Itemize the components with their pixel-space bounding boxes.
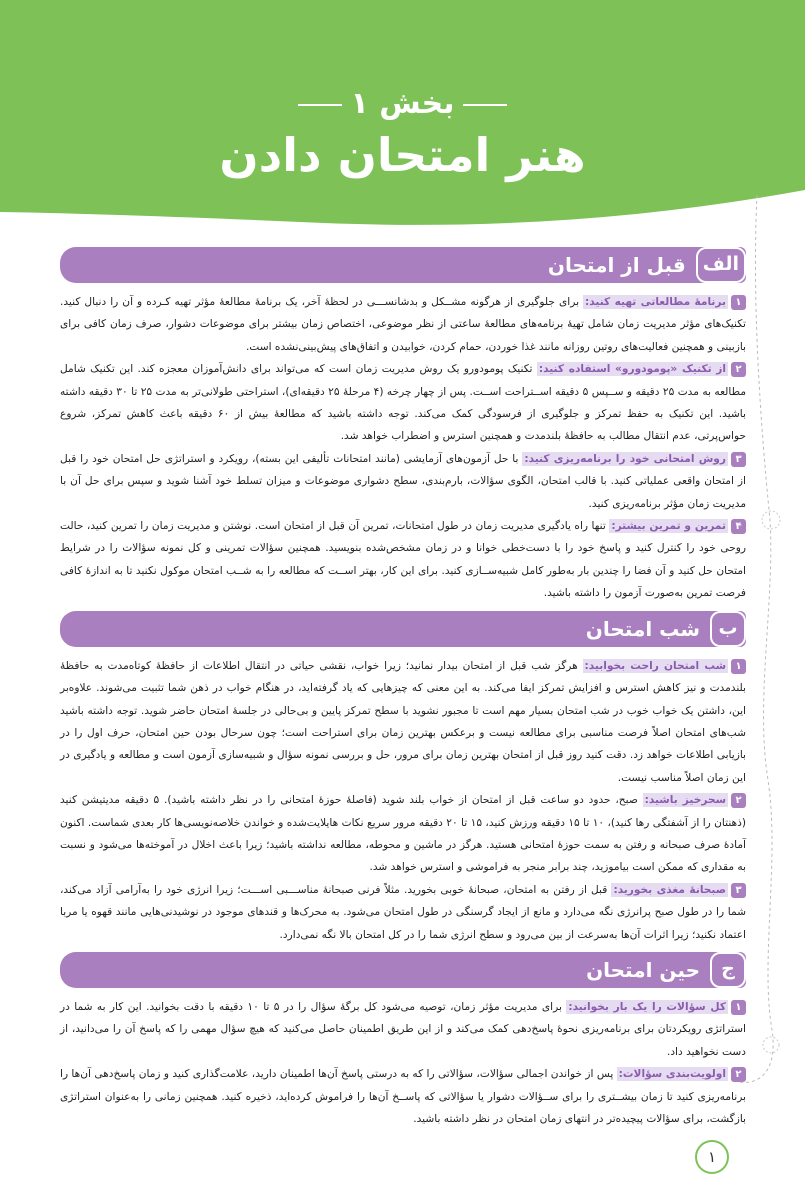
section-body bbox=[60, 996, 746, 1130]
item-number: ۴ bbox=[731, 519, 746, 534]
item-number: ۱ bbox=[731, 659, 746, 674]
section-letter: ج bbox=[710, 952, 746, 988]
item-heading: تمرین و تمرین بیشتر: bbox=[611, 520, 726, 533]
list-item bbox=[60, 515, 746, 605]
item-number: ۲ bbox=[731, 793, 746, 808]
section-title: شب امتحان bbox=[585, 616, 700, 641]
item-heading: کل سؤالات را یک بار بخوانید: bbox=[568, 1000, 726, 1013]
section-header bbox=[60, 611, 746, 647]
item-text: قبل از رفتن به امتحان، صبحانهٔ خوبی بخورید. مثلاً فرنی صبحانهٔ مناســـبی اســـت؛ زیرا انرژی خود را به‌آرامی آزاد می‌کند، شما را در طول صبح پرانرژی نگه می‌دارد و مانع از ایجاد گرسنگی در طول امتحان می‌شود. به محرک‌ها و قندهای موجود در نوشیدنی‌هایی مانند قهوه یا مربا اعتماد نکنید؛ زیرا اثرات آن‌ها به‌سرعت از بین می‌رود و سطح انرژی شما را در کل امتحان بالا نگه نمی‌دارد. bbox=[60, 883, 746, 941]
item-number: ۲ bbox=[731, 362, 746, 377]
list-item bbox=[60, 291, 746, 358]
item-text: با حل آزمون‌های آزمایشی (مانند امتحانات تألیفی این بسته)، رویکرد و استراتژی حل امتحان خود را قبل از امتحان واقعی عملیاتی کنید. با قالب امتحان، الگوی سؤالات، بارم‌بندی، سطح دشواری موضوعات و میزان تسلط خود آشنا شوید و سپس برای حل آن با مدیریت زمان مؤثر برنامه‌ریزی کنید. bbox=[60, 452, 746, 510]
item-text: صبح، حدود دو ساعت قبل از امتحان از خواب بلند شوید (فاصلهٔ حوزهٔ امتحانی را در نظر داشته باشید). ۵ دقیقه مدیتیشن کنید (ذهنتان را از آشفتگی رها کنید)، ۱۰ تا ۱۵ دقیقه ورزش کنید، ۱۵ تا ۲۰ دقیقه مرور سریع نکات هایلایت‌شده و خواندن خلاصه‌نویسی‌ها کار بعدی شماست. اکنون آمادهٔ صرف صبحانه و رفتن به سمت حوزهٔ امتحانی هستید. هرگز در ماشین و محوطه، مطالعه نداشته باشید؛ زیرا باعث اخلال در آموخته‌ها می‌شود و نسبت به مقداری که ممکن است بیاموزید، چند برابر منجر به فراموشی و استرس خواهد شد. bbox=[60, 794, 746, 874]
item-heading: روش امتحانی خود را برنامه‌ریزی کنید: bbox=[524, 452, 726, 465]
item-text: پس از خواندن اجمالی سؤالات، سؤالاتی را که به درستی پاسخ آن‌ها اطمینان دارید، علامت‌گذاری کنید و زمان پاسخ‌دهی آن‌ها را برنامه‌ریزی کنید تا زمان بیشــتری را برای ســؤالات دشوار یا سؤالاتی که پاســخ آن‌ها را فراموش کرده‌اید، ذخیره کنید. همچنین زمانی را به‌عنوان استراتژی بازگشت، برای سؤالات پیچیده‌تر در انتهای زمان امتحان در نظر داشته باشید. bbox=[60, 1068, 746, 1125]
section-body bbox=[60, 655, 746, 946]
list-item bbox=[60, 879, 746, 946]
list-item bbox=[60, 358, 746, 448]
list-item bbox=[60, 448, 746, 515]
page-title: هنر امتحان دادن bbox=[219, 128, 586, 182]
list-item bbox=[60, 996, 746, 1063]
item-text: تکنیک پومودورو یک روش مدیریت زمان است که می‌تواند برای دانش‌آموزان معجزه کند. این تکنیک شامل مطالعه به مدت ۲۵ دقیقه و ســپس ۵ دقیقه اســتراحت اســت. پس از چهار چرخه (۴ مرحلهٔ ۲۵ دقیقه‌ای)، استراحتی طولانی‌تر به مدت ۲۵ تا ۳۰ دقیقه داشته باشید. این تکنیک به حفظ تمرکز و جلوگیری از فرسودگی کمک می‌کند. توجه داشته باشید که مطالعهٔ بیش از ۶۰ دقیقه باعث کاهش تمرکز، شروع حواس‌پرتی، عدم انتقال مطالب به حافظهٔ بلندمدت و همچنین استرس و اضطراب خواهد شد. bbox=[60, 363, 746, 443]
item-heading: برنامهٔ مطالعاتی تهیه کنید: bbox=[585, 296, 726, 308]
item-heading: اولویت‌بندی سؤالات: bbox=[618, 1068, 726, 1081]
section-title: قبل از امتحان bbox=[547, 253, 686, 277]
item-heading: از تکنیک «پومودورو» استفاده کنید: bbox=[538, 363, 726, 376]
list-item bbox=[60, 1063, 746, 1130]
item-number: ۳ bbox=[731, 452, 746, 467]
section-header bbox=[60, 247, 746, 283]
item-heading: سحرخیز باشید: bbox=[644, 794, 727, 807]
list-item bbox=[60, 655, 746, 789]
item-heading: شب امتحان راحت بخوابید: bbox=[584, 659, 726, 672]
item-text: هرگز شب قبل از امتحان بیدار نمانید؛ زیرا خواب، نقشی حیاتی در انتقال اطلاعات از حافظهٔ کوتاه‌مدت به حافظهٔ بلندمدت و نیز کاهش استرس و افزایش تمرکز ایفا می‌کند. به این معنی که چیزهایی که یاد گرفته‌اید، در هنگام خواب در ذهن شما تثبیت می‌شوند. علاوه‌بر این، داشتن یک خواب خوب در شب امتحان بسیار مهم است تا مجبور نشوید با سطح تمرکز پایین و بی‌حالی در جلسهٔ امتحان حاضر شوید. توجه داشته باشید شب‌های امتحان اصلاً فرصت مناسبی برای مطالعه نیست و برعکس بهترین زمان برای استراحت است؛ چون سرحال بودن حین امتحان، حرف اول را در بازیابی اطلاعات خواهد زد. دقت کنید روز قبل از امتحان بهترین زمان برای مرور، حل و بررسی نمونه سؤال و شبیه‌سازی آزمون است و مطالعه و یادگیری در این زمان اصلاً مناسب نیست. bbox=[60, 659, 746, 784]
section-letter: الف bbox=[696, 247, 746, 283]
page-footer bbox=[60, 1140, 746, 1174]
page-content bbox=[60, 0, 746, 1194]
item-number: ۲ bbox=[731, 1067, 746, 1082]
section-body bbox=[60, 291, 746, 605]
list-item bbox=[60, 789, 746, 879]
section-title: حین امتحان bbox=[586, 957, 700, 982]
item-text: تنها راه یادگیری مدیریت زمان در طول امتحانات، تمرین آن قبل از امتحان است. نوشتن و مدیریت زمان را تمرین کنید، حالت روحی خود را کنترل کنید و پاسخ خود را با دست‌خطی خوانا و در زمان مشخص‌شده بنویسید. همچنین سؤالات تمرینی و کل نمونه سؤالات را در شرایط امتحان حل کنید و آن فضا را چندین بار به‌طور کامل شبیه‌ســازی کنید. برای این کار، بهتر اســت که مطالعه را به شــب امتحان موکول نکنید تا به اندازهٔ کافی فرصت تمرین به‌صورت آزمون را داشته باشید. bbox=[60, 520, 746, 600]
page-number: ۱ bbox=[695, 1140, 729, 1174]
item-number: ۳ bbox=[731, 883, 746, 898]
item-heading: صبحانهٔ مغذی بخورید: bbox=[613, 883, 726, 896]
section-letter: ب bbox=[710, 611, 746, 647]
item-number: ۱ bbox=[731, 295, 746, 310]
section-header bbox=[60, 952, 746, 988]
item-number: ۱ bbox=[731, 1000, 746, 1015]
item-text: برای مدیریت مؤثر زمان، توصیه می‌شود کل برگهٔ سؤال را در ۵ تا ۱۰ دقیقه با دقت بخوانید. این کار به شما در استراتژی رویکردتان برای برنامه‌ریزی نحوهٔ پاسخ‌دهی کمک می‌کند و از این طریق اطمینان حاصل می‌کنید که هیچ سؤال مهمی را که پاسخ آن را می‌دانید، از دست نخواهید داد. bbox=[60, 1000, 746, 1058]
item-text: برای جلوگیری از هرگونه مشــکل و بدشانســـی در لحظهٔ آخر، یک برنامهٔ مطالعهٔ مؤثر تهیه کـرده و آن را دنبال کنید. تکنیک‌های مؤثر مدیریت زمان شامل تهیهٔ برنامه‌های مطالعهٔ ساعتی از نظر موضوعی، اختصاص زمان بیشتر برای موضوعات دشوار، صرف زمان کافی برای بازبینی و همچنین فعالیت‌های روتین روزانه مانند غذا خوردن، حمام کردن، خوابیدن و اتفاق‌های پیش‌بینی‌نشده است. bbox=[60, 296, 746, 353]
part-text: بخش ۱ bbox=[350, 86, 455, 121]
